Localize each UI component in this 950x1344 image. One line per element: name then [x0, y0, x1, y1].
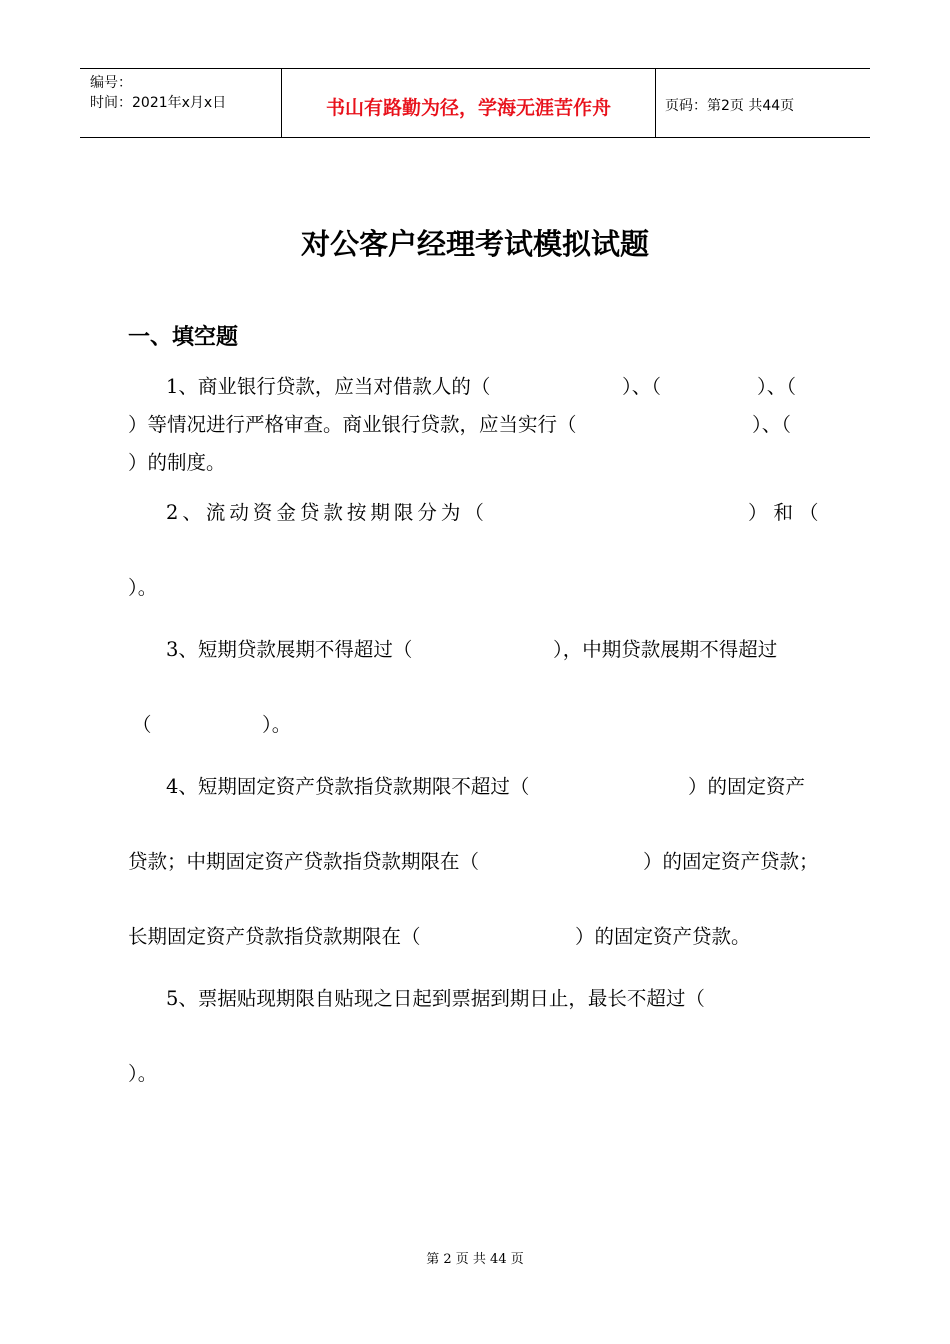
q4-line2-a: 贷款；中期固定资产贷款指贷款期限在（ — [128, 850, 480, 873]
q4-line3-a: 长期固定资产贷款指贷款期限在（ — [128, 925, 421, 948]
header-left-cell — [80, 69, 281, 137]
q1-line1-a: 1、商业银行贷款，应当对借款人的（ — [166, 375, 491, 398]
q3-line1-a: 3、短期贷款展期不得超过（ — [166, 638, 413, 661]
q5-line2: ）。 — [128, 1062, 158, 1085]
q1-line3: ）的制度。 — [128, 451, 226, 474]
q1-line1-c: ）、（ — [757, 375, 797, 398]
q3-line2-b: ）。 — [262, 713, 292, 736]
q1-line2-a: ）等情况进行严格审查。商业银行贷款，应当实行（ — [128, 413, 577, 436]
page-info: 页码：第2页 共44页 — [665, 98, 795, 114]
date-label: 时间：2021年x月x日 — [90, 95, 227, 111]
header-right-cell — [655, 69, 870, 137]
q4-line1-b: ）的固定资产 — [688, 775, 806, 798]
q4-line1-a: 4、短期固定资产贷款指贷款期限不超过（ — [166, 775, 530, 798]
q5-line1: 5、票据贴现期限自贴现之日起到票据到期日止，最长不超过（ — [166, 987, 705, 1010]
section-title: 一、填空题 — [128, 325, 239, 350]
q1-line1-b: ）、（ — [622, 375, 662, 398]
q3-line1-b: ），中期贷款展期不得超过 — [553, 638, 778, 661]
q3-line2-a: （ — [132, 713, 152, 736]
header-table — [80, 68, 870, 138]
page-title: 对公客户经理考试模拟试题 — [300, 227, 649, 261]
q2-line2: ）。 — [128, 576, 158, 599]
header-motto-cell — [281, 69, 656, 137]
q1-line2-b: ）、（ — [752, 413, 792, 436]
q4-line2-b: ）的固定资产贷款； — [643, 850, 819, 873]
page-footer: 第 2 页 共 44 页 — [426, 1252, 524, 1267]
motto: 书山有路勤为径，学海无涯苦作舟 — [325, 97, 611, 119]
q2-line1-a: 2、流动资金贷款按期限分为（ — [166, 501, 488, 524]
serial-label: 编号： — [90, 75, 132, 91]
q4-line3-b: ）的固定资产贷款。 — [575, 925, 751, 948]
q2-line1-b: ）和（ — [748, 501, 825, 524]
